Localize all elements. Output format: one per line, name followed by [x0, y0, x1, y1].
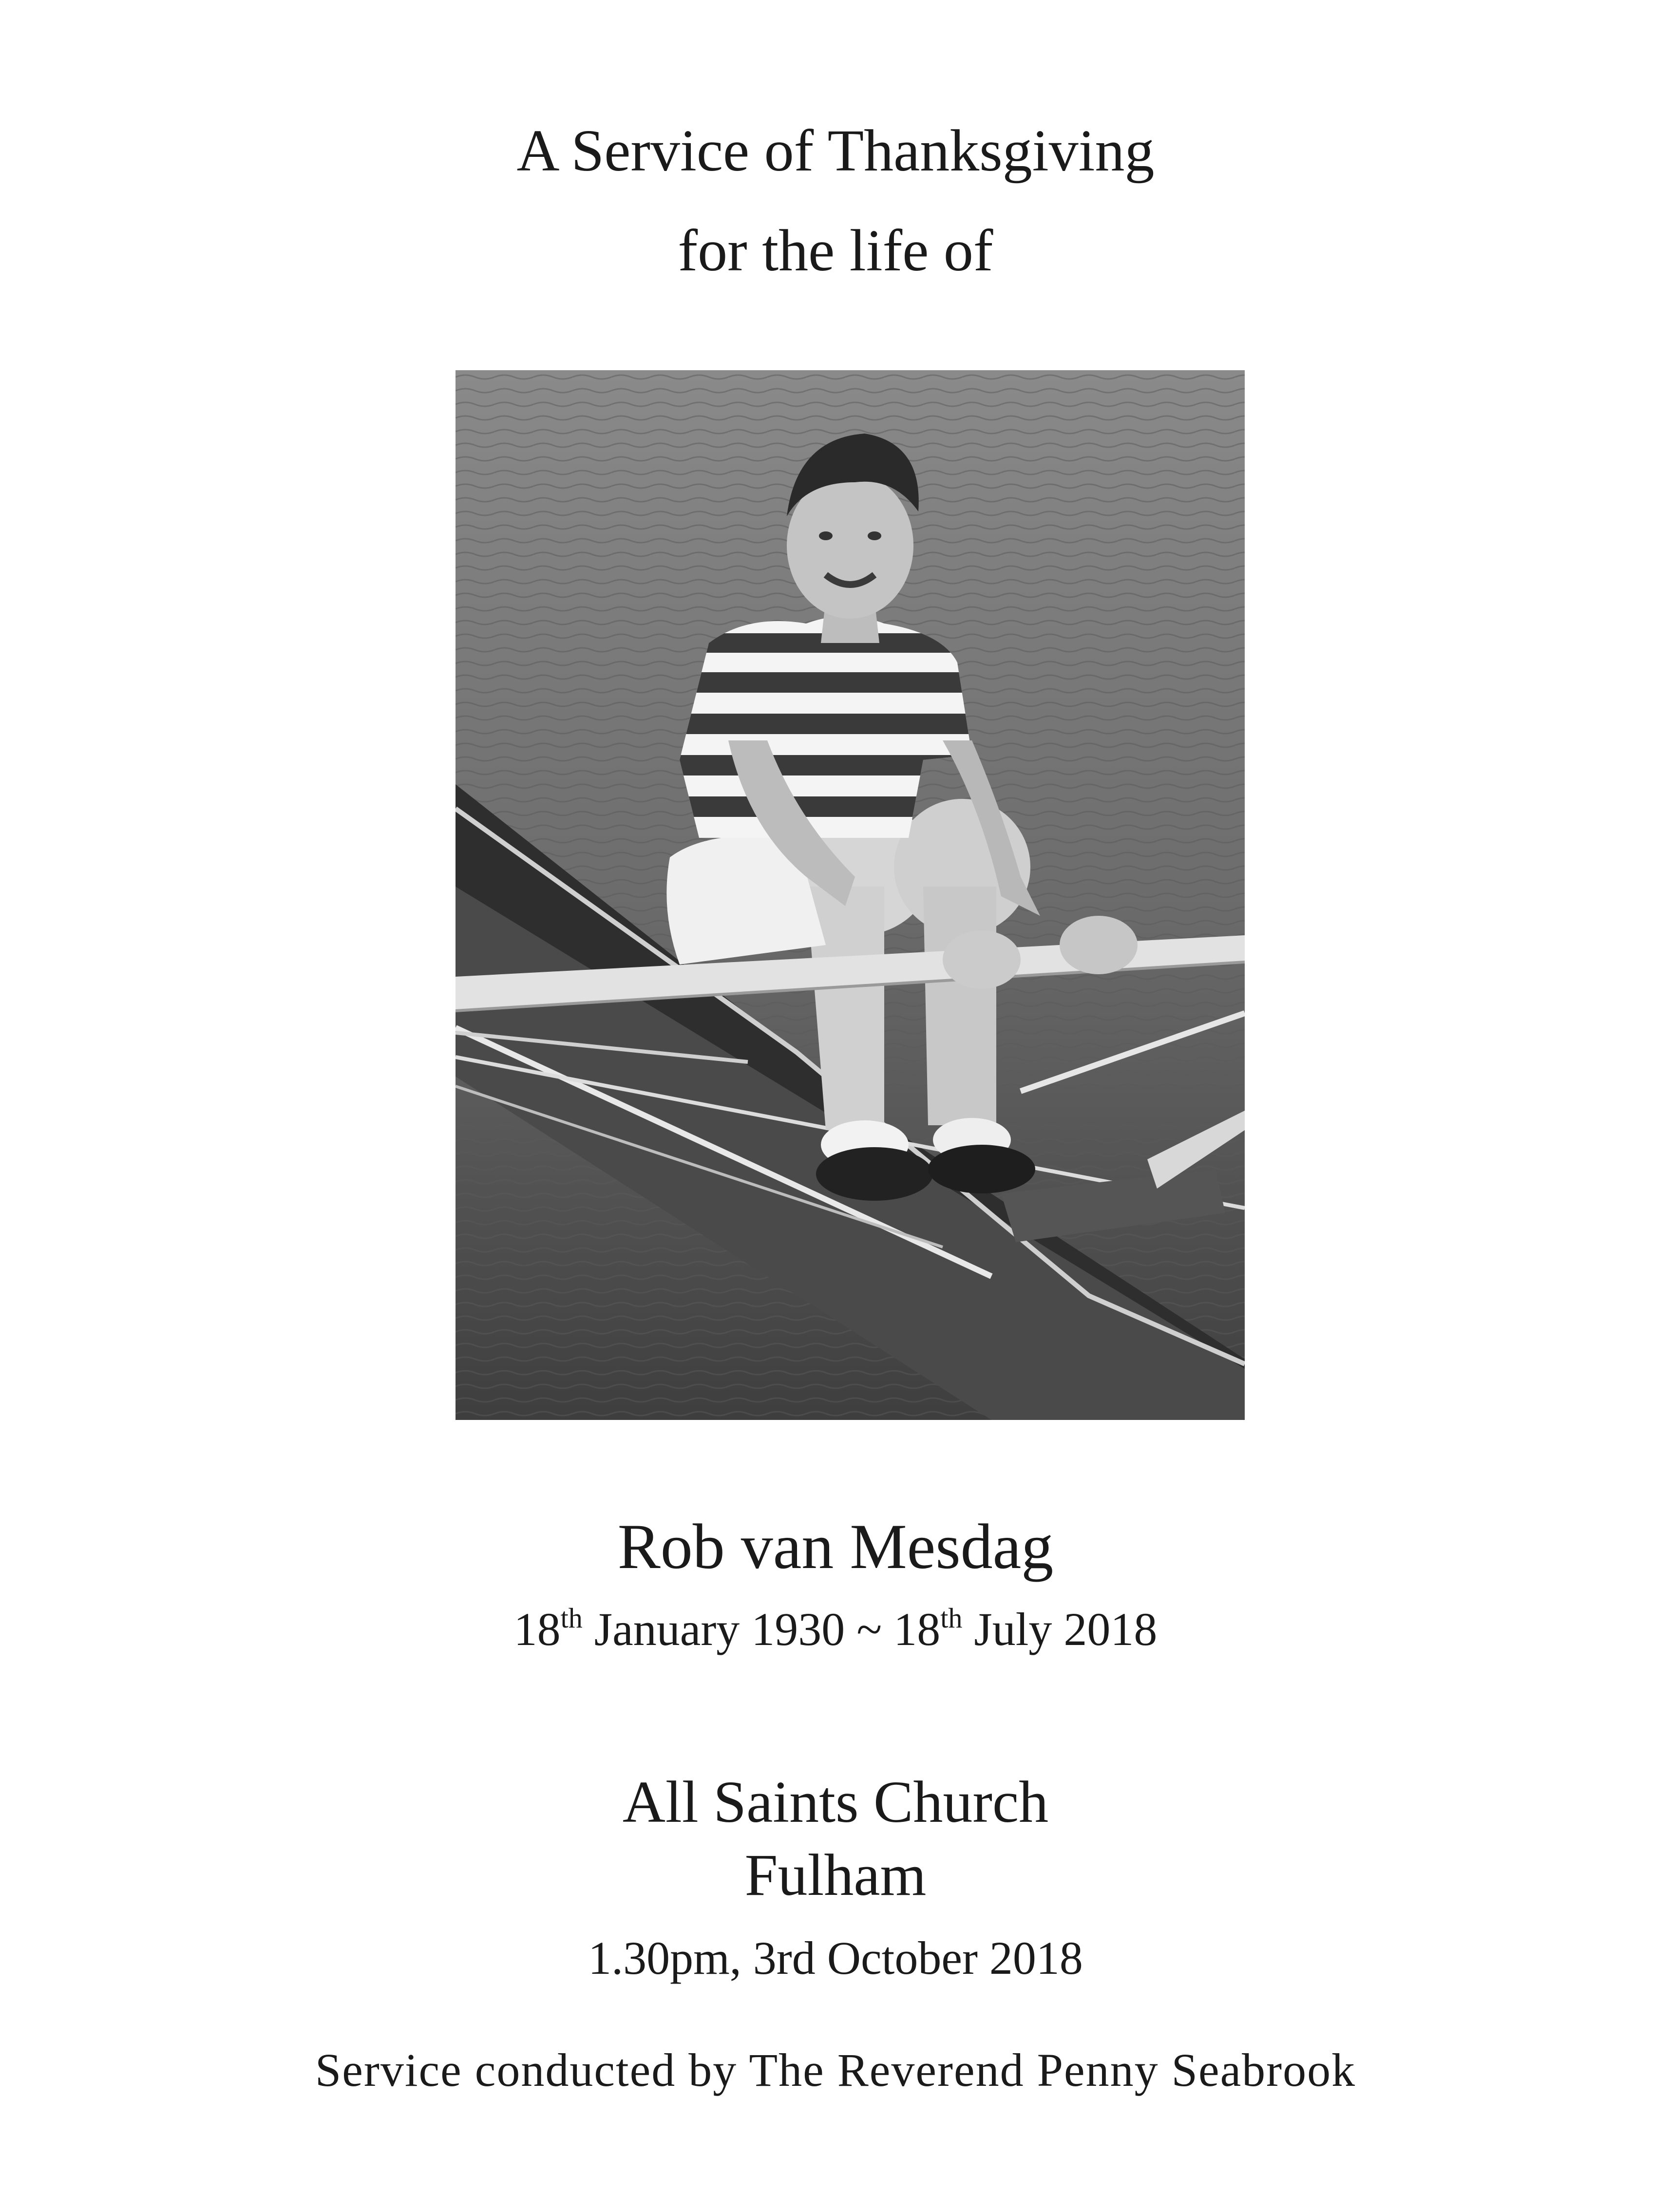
life-dates: [0, 1600, 1671, 1659]
birth-day: 18: [513, 1603, 561, 1655]
service-datetime: 1.30pm, 3rd October 2018: [588, 1932, 1083, 1984]
church-location: Fulham: [744, 1842, 927, 1908]
death-day: 18: [893, 1603, 941, 1655]
birth-day-suffix: th: [560, 1602, 583, 1634]
officiant-line: Service conducted by The Reverend Penny Seabrook: [315, 2044, 1356, 2096]
title-line-1: A Service of Thanksgiving: [516, 118, 1155, 184]
death-day-suffix: th: [940, 1602, 963, 1634]
deceased-name: Rob van Mesdag: [617, 1511, 1054, 1582]
portrait-photo: [456, 370, 1245, 1420]
rower-photo-icon: [456, 370, 1245, 1420]
death-rest: July 2018: [962, 1603, 1158, 1655]
birth-rest: January 1930 ~: [582, 1603, 894, 1655]
title-line-2: for the life of: [678, 218, 993, 284]
church-name: All Saints Church: [622, 1769, 1049, 1835]
